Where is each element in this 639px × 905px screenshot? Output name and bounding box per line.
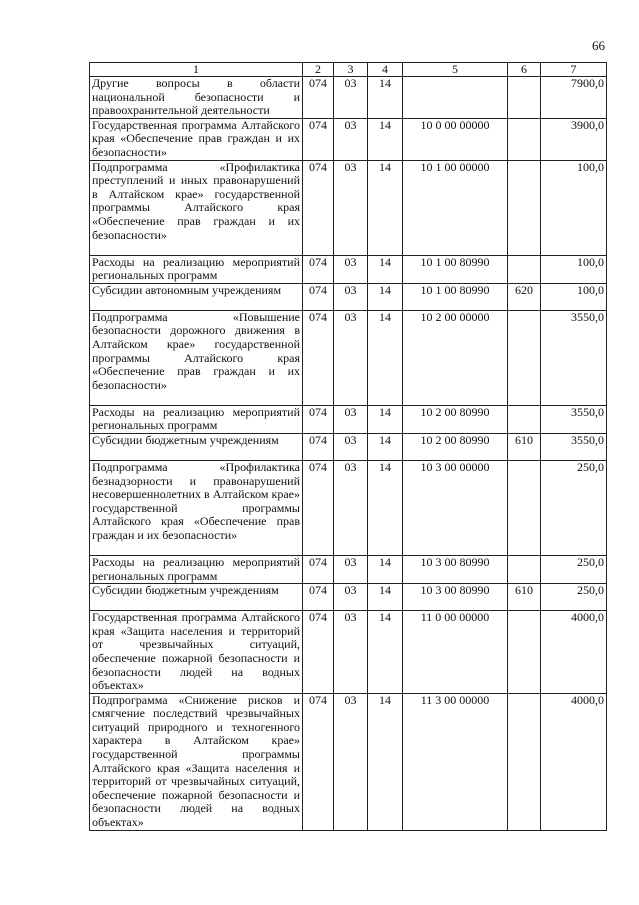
row-value-cell: 074 — [303, 693, 334, 830]
row-value-cell: 074 — [303, 118, 334, 160]
row-value-cell: 250,0 — [541, 555, 607, 583]
row-value-cell: 10 3 00 80990 — [403, 584, 508, 611]
row-value-cell: 3900,0 — [541, 118, 607, 160]
row-name-cell: Другие вопросы в области национальной безопасности и правоохранительной деятельности — [90, 77, 303, 119]
row-name-cell: Государственная программа Алтайского края «Обеспечение прав граждан и их безопасности» — [90, 118, 303, 160]
row-value-cell — [508, 405, 541, 433]
row-value-cell: 7900,0 — [541, 77, 607, 119]
row-value-cell: 3550,0 — [541, 310, 607, 405]
table-row — [90, 160, 607, 255]
row-value-cell: 4000,0 — [541, 693, 607, 830]
row-value-cell: 10 3 00 80990 — [403, 555, 508, 583]
column-header: 6 — [508, 63, 541, 77]
row-value-cell: 03 — [334, 584, 368, 611]
table-row — [90, 460, 607, 555]
row-value-cell: 03 — [334, 460, 368, 555]
row-value-cell: 14 — [368, 283, 403, 310]
row-name-cell: Подпрограмма «Профилактика безнадзорности и правонарушений несовершеннолетних в Алтайском крае» государственной программы Алтайского края «Обеспечение прав граждан и их безопасности» — [90, 460, 303, 555]
row-value-cell — [508, 460, 541, 555]
row-value-cell: 14 — [368, 160, 403, 255]
row-value-cell: 03 — [334, 693, 368, 830]
row-value-cell: 14 — [368, 611, 403, 694]
row-value-cell: 03 — [334, 283, 368, 310]
row-name-cell: Субсидии бюджетным учреждениям — [90, 584, 303, 611]
row-value-cell: 11 3 00 00000 — [403, 693, 508, 830]
row-value-cell: 14 — [368, 584, 403, 611]
table-row — [90, 283, 607, 310]
row-value-cell: 10 3 00 00000 — [403, 460, 508, 555]
row-value-cell: 620 — [508, 283, 541, 310]
row-value-cell: 10 1 00 00000 — [403, 160, 508, 255]
row-value-cell: 14 — [368, 118, 403, 160]
table-row — [90, 77, 607, 119]
row-value-cell: 14 — [368, 77, 403, 119]
row-name-cell: Субсидии бюджетным учреждениям — [90, 433, 303, 460]
row-value-cell: 10 2 00 80990 — [403, 433, 508, 460]
row-value-cell: 610 — [508, 584, 541, 611]
table-row — [90, 255, 607, 283]
table-row — [90, 584, 607, 611]
row-value-cell — [508, 118, 541, 160]
row-value-cell: 610 — [508, 433, 541, 460]
row-value-cell: 14 — [368, 460, 403, 555]
column-header: 3 — [334, 63, 368, 77]
row-value-cell: 074 — [303, 433, 334, 460]
row-value-cell — [508, 255, 541, 283]
row-value-cell: 074 — [303, 555, 334, 583]
row-name-cell: Государственная программа Алтайского края «Защита населения и территорий от чрезвычайных ситуаций, обеспечение пожарной безопасности и безопасности людей на водных объектах» — [90, 611, 303, 694]
column-header: 4 — [368, 63, 403, 77]
row-name-cell: Расходы на реализацию мероприятий региональных программ — [90, 405, 303, 433]
row-value-cell: 100,0 — [541, 160, 607, 255]
row-value-cell: 03 — [334, 433, 368, 460]
column-header: 2 — [303, 63, 334, 77]
row-name-cell: Подпрограмма «Профилактика преступлений и иных правонарушений в Алтайском крае» государственной программы Алтайского края «Обеспечение прав граждан и их безопасности» — [90, 160, 303, 255]
row-value-cell: 100,0 — [541, 255, 607, 283]
table-header-row — [90, 63, 607, 77]
row-value-cell: 10 2 00 80990 — [403, 405, 508, 433]
budget-table — [89, 62, 607, 831]
table-row — [90, 693, 607, 830]
row-value-cell — [508, 555, 541, 583]
row-value-cell: 14 — [368, 255, 403, 283]
column-header: 1 — [90, 63, 303, 77]
page-number: 66 — [592, 38, 605, 53]
row-name-cell: Расходы на реализацию мероприятий региональных программ — [90, 255, 303, 283]
table-row — [90, 433, 607, 460]
row-value-cell: 03 — [334, 310, 368, 405]
row-value-cell: 074 — [303, 255, 334, 283]
row-value-cell — [403, 77, 508, 119]
row-value-cell: 3550,0 — [541, 433, 607, 460]
table-row — [90, 611, 607, 694]
row-value-cell: 03 — [334, 405, 368, 433]
table-row — [90, 310, 607, 405]
row-value-cell: 074 — [303, 405, 334, 433]
column-header: 7 — [541, 63, 607, 77]
row-name-cell: Субсидии автономным учреждениям — [90, 283, 303, 310]
row-value-cell: 14 — [368, 555, 403, 583]
row-value-cell: 074 — [303, 584, 334, 611]
row-value-cell: 074 — [303, 283, 334, 310]
row-value-cell: 03 — [334, 160, 368, 255]
row-value-cell: 100,0 — [541, 283, 607, 310]
table-row — [90, 405, 607, 433]
row-value-cell: 074 — [303, 460, 334, 555]
row-value-cell: 11 0 00 00000 — [403, 611, 508, 694]
row-value-cell: 4000,0 — [541, 611, 607, 694]
row-value-cell — [508, 160, 541, 255]
row-name-cell: Расходы на реализацию мероприятий региональных программ — [90, 555, 303, 583]
table-row — [90, 118, 607, 160]
column-header: 5 — [403, 63, 508, 77]
row-value-cell: 074 — [303, 77, 334, 119]
row-value-cell: 03 — [334, 555, 368, 583]
row-value-cell — [508, 611, 541, 694]
row-value-cell: 14 — [368, 310, 403, 405]
row-value-cell — [508, 310, 541, 405]
row-name-cell: Подпрограмма «Снижение рисков и смягчение последствий чрезвычайных ситуаций природного и техногенного характера в Алтайском крае» государственной программы Алтайского края «Защита населения и территорий от чрезвычайных ситуаций, обеспечение пожарной безопасности и безопасности людей на водных объектах» — [90, 693, 303, 830]
table-row — [90, 555, 607, 583]
row-value-cell: 10 0 00 00000 — [403, 118, 508, 160]
row-value-cell: 03 — [334, 118, 368, 160]
row-value-cell: 03 — [334, 255, 368, 283]
row-value-cell: 10 1 00 80990 — [403, 255, 508, 283]
row-value-cell: 3550,0 — [541, 405, 607, 433]
row-value-cell — [508, 77, 541, 119]
row-value-cell: 074 — [303, 160, 334, 255]
row-value-cell: 03 — [334, 611, 368, 694]
row-value-cell: 074 — [303, 310, 334, 405]
row-value-cell: 14 — [368, 433, 403, 460]
row-value-cell: 03 — [334, 77, 368, 119]
row-value-cell: 074 — [303, 611, 334, 694]
row-value-cell: 250,0 — [541, 460, 607, 555]
row-value-cell: 10 2 00 00000 — [403, 310, 508, 405]
row-value-cell: 14 — [368, 405, 403, 433]
row-value-cell: 250,0 — [541, 584, 607, 611]
row-value-cell: 14 — [368, 693, 403, 830]
row-name-cell: Подпрограмма «Повышение безопасности дорожного движения в Алтайском крае» государственной программы Алтайского края «Обеспечение прав граждан и их безопасности» — [90, 310, 303, 405]
row-value-cell — [508, 693, 541, 830]
row-value-cell: 10 1 00 80990 — [403, 283, 508, 310]
